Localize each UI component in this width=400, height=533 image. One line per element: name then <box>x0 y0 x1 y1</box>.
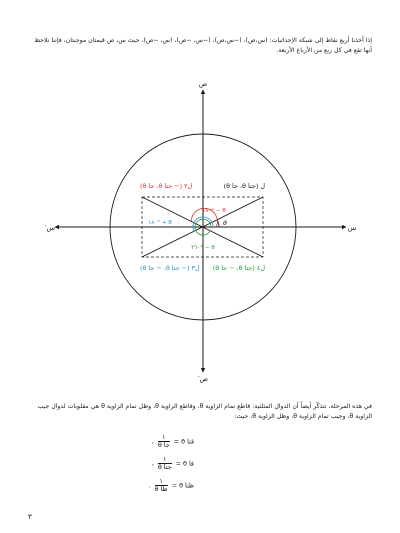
axis-label-x: س <box>347 224 357 232</box>
point-label-q4: ل٤ (جتا θ، − جا θ) <box>212 264 265 272</box>
page-number: ٣ <box>28 513 32 521</box>
formula-lhs: قا θ = <box>175 459 194 468</box>
formula-end: ، <box>151 437 154 446</box>
intro-paragraph: إذا أخذنا أربع نقاط إلى شبكة الإحداثيات: (س،ص)، (−س،ص)، (−س، −ص)، (س، −ص)، حيث س، ص قيمتان موجبتان، فإننا نلاحظ أنها تقع في كل ربع من الأرباع الأربعة. <box>34 37 372 54</box>
formula-cotangent <box>149 478 194 493</box>
formula-lhs: قتا θ = <box>173 437 194 446</box>
formula-numerator: ١ <box>158 456 172 464</box>
axis-label-y: ص <box>198 80 208 88</box>
formula-cosecant <box>152 434 194 449</box>
unit-circle-diagram <box>0 70 400 390</box>
formula-fraction <box>158 456 172 471</box>
formula-lhs: ظتا θ = <box>171 481 194 490</box>
axis-label-x-neg: س′ <box>44 224 56 232</box>
formula-fraction <box>155 478 168 493</box>
formula-numerator: ١ <box>155 478 168 486</box>
formula-fraction <box>158 434 170 449</box>
point-label-q2: ل٢ (− جتا θ، جا θ) <box>140 182 193 190</box>
axis-label-y-neg: ص′ <box>197 375 209 383</box>
angle-label-q4: θ − °٣٦٠ <box>191 245 215 251</box>
formula-end: . <box>148 481 151 490</box>
formula-secant <box>152 456 194 471</box>
formula-denominator: جتا θ <box>157 463 172 471</box>
formula-end: ، <box>151 459 154 468</box>
point-label-q1: ل (جتا θ، جا θ) <box>223 182 265 190</box>
angle-label-q3: θ + °١٨٠ <box>148 220 172 226</box>
reciprocal-functions-paragraph: في هذه المرحلة، تتذكّر أيضاً أن الدوال المثلثية: قاطع تمام الزاوية θ، وقاطع الزاوية θ، وظل تمام الزاوية θ هي مقلوبات لدوال جيب الزاوية θ، وجيب تمام الزاوية θ، وظل الزاوية θ، حيث: <box>37 403 372 420</box>
angle-label-q2: θ − °١٨٠ <box>202 208 226 214</box>
point-label-q3: ل٣ (− جتا θ، − جا θ) <box>140 264 200 272</box>
formula-numerator: ١ <box>158 434 170 442</box>
angle-label-theta: θ <box>223 219 227 227</box>
formula-denominator: ظا θ <box>154 485 168 493</box>
formula-denominator: جا θ <box>157 441 170 449</box>
